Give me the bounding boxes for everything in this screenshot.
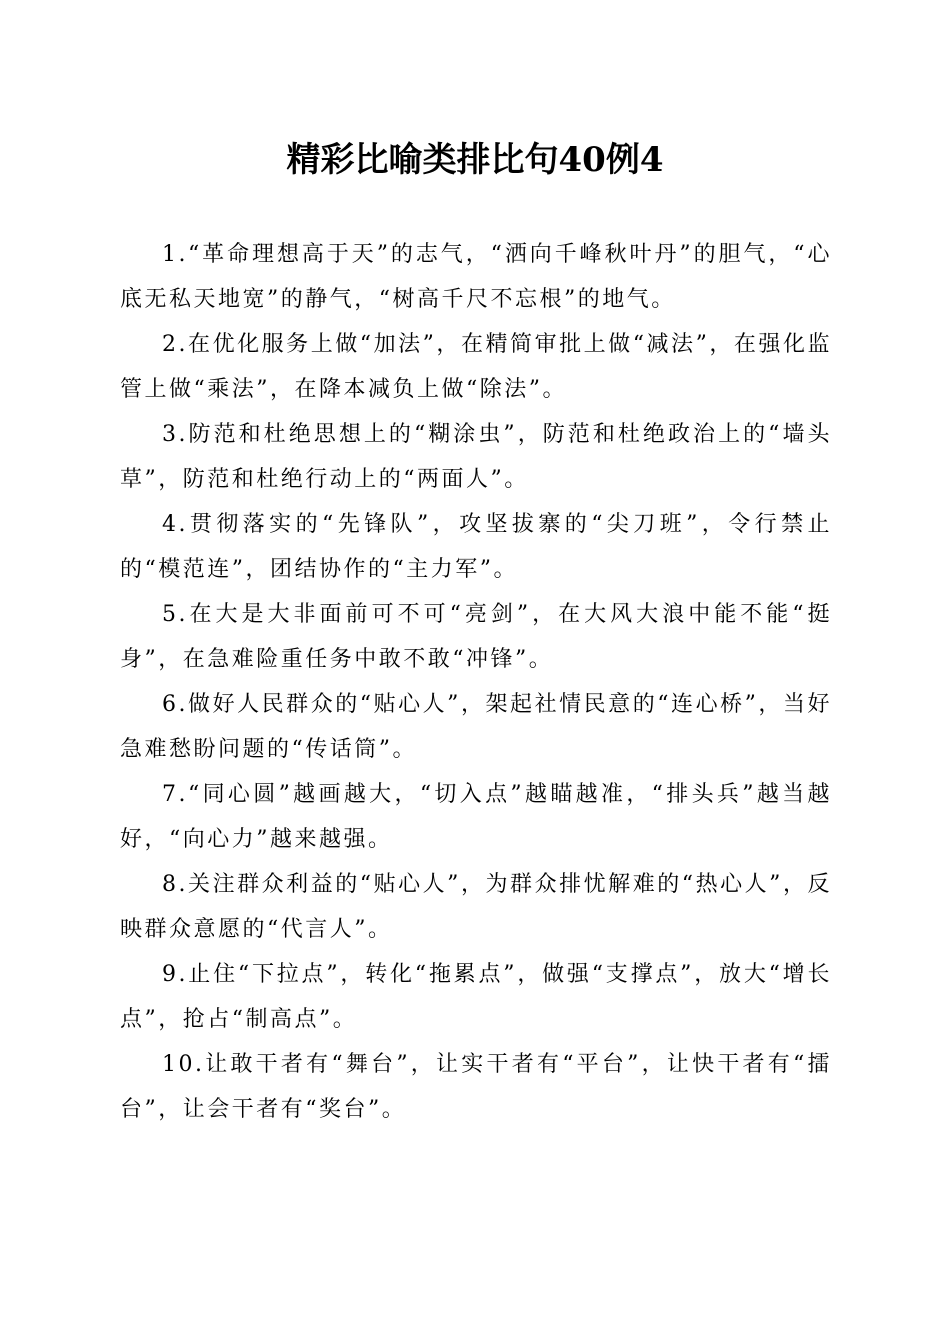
paragraph-5: 5.在大是大非面前可不可“亮剑”，在大风大浪中能不能“挺身”，在急难险重任务中敢不敢“冲锋”。: [120, 602, 832, 672]
paragraph-9: 9.止住“下拉点”，转化“拖累点”，做强“支撑点”，放大“增长点”，抢占“制高点”。: [120, 962, 832, 1032]
paragraph-4: 4.贯彻落实的“先锋队”，攻坚拔寨的“尖刀班”，令行禁止的“模范连”，团结协作的“主力军”。: [120, 512, 832, 582]
paragraph-10: 10.让敢干者有“舞台”，让实干者有“平台”，让快干者有“擂台”，让会干者有“奖台”。: [120, 1052, 832, 1122]
paragraph-1: 1.“革命理想高于天”的志气，“洒向千峰秋叶丹”的胆气，“心底无私天地宽”的静气，“树高千尺不忘根”的地气。: [120, 242, 832, 312]
paragraph-7: 7.“同心圆”越画越大，“切入点”越瞄越准，“排头兵”越当越好，“向心力”越来越强。: [120, 782, 832, 852]
paragraph-8: 8.关注群众利益的“贴心人”，为群众排忧解难的“热心人”，反映群众意愿的“代言人”。: [120, 872, 832, 942]
document-title: 精彩比喻类排比句40例4: [286, 140, 664, 180]
paragraph-2: 2.在优化服务上做“加法”，在精简审批上做“减法”，在强化监管上做“乘法”，在降本减负上做“除法”。: [120, 332, 832, 402]
paragraph-3: 3.防范和杜绝思想上的“糊涂虫”，防范和杜绝政治上的“墙头草”，防范和杜绝行动上的“两面人”。: [120, 422, 832, 492]
paragraph-6: 6.做好人民群众的“贴心人”，架起社情民意的“连心桥”，当好急难愁盼问题的“传话筒”。: [120, 692, 832, 762]
document-body: [120, 232, 832, 1132]
